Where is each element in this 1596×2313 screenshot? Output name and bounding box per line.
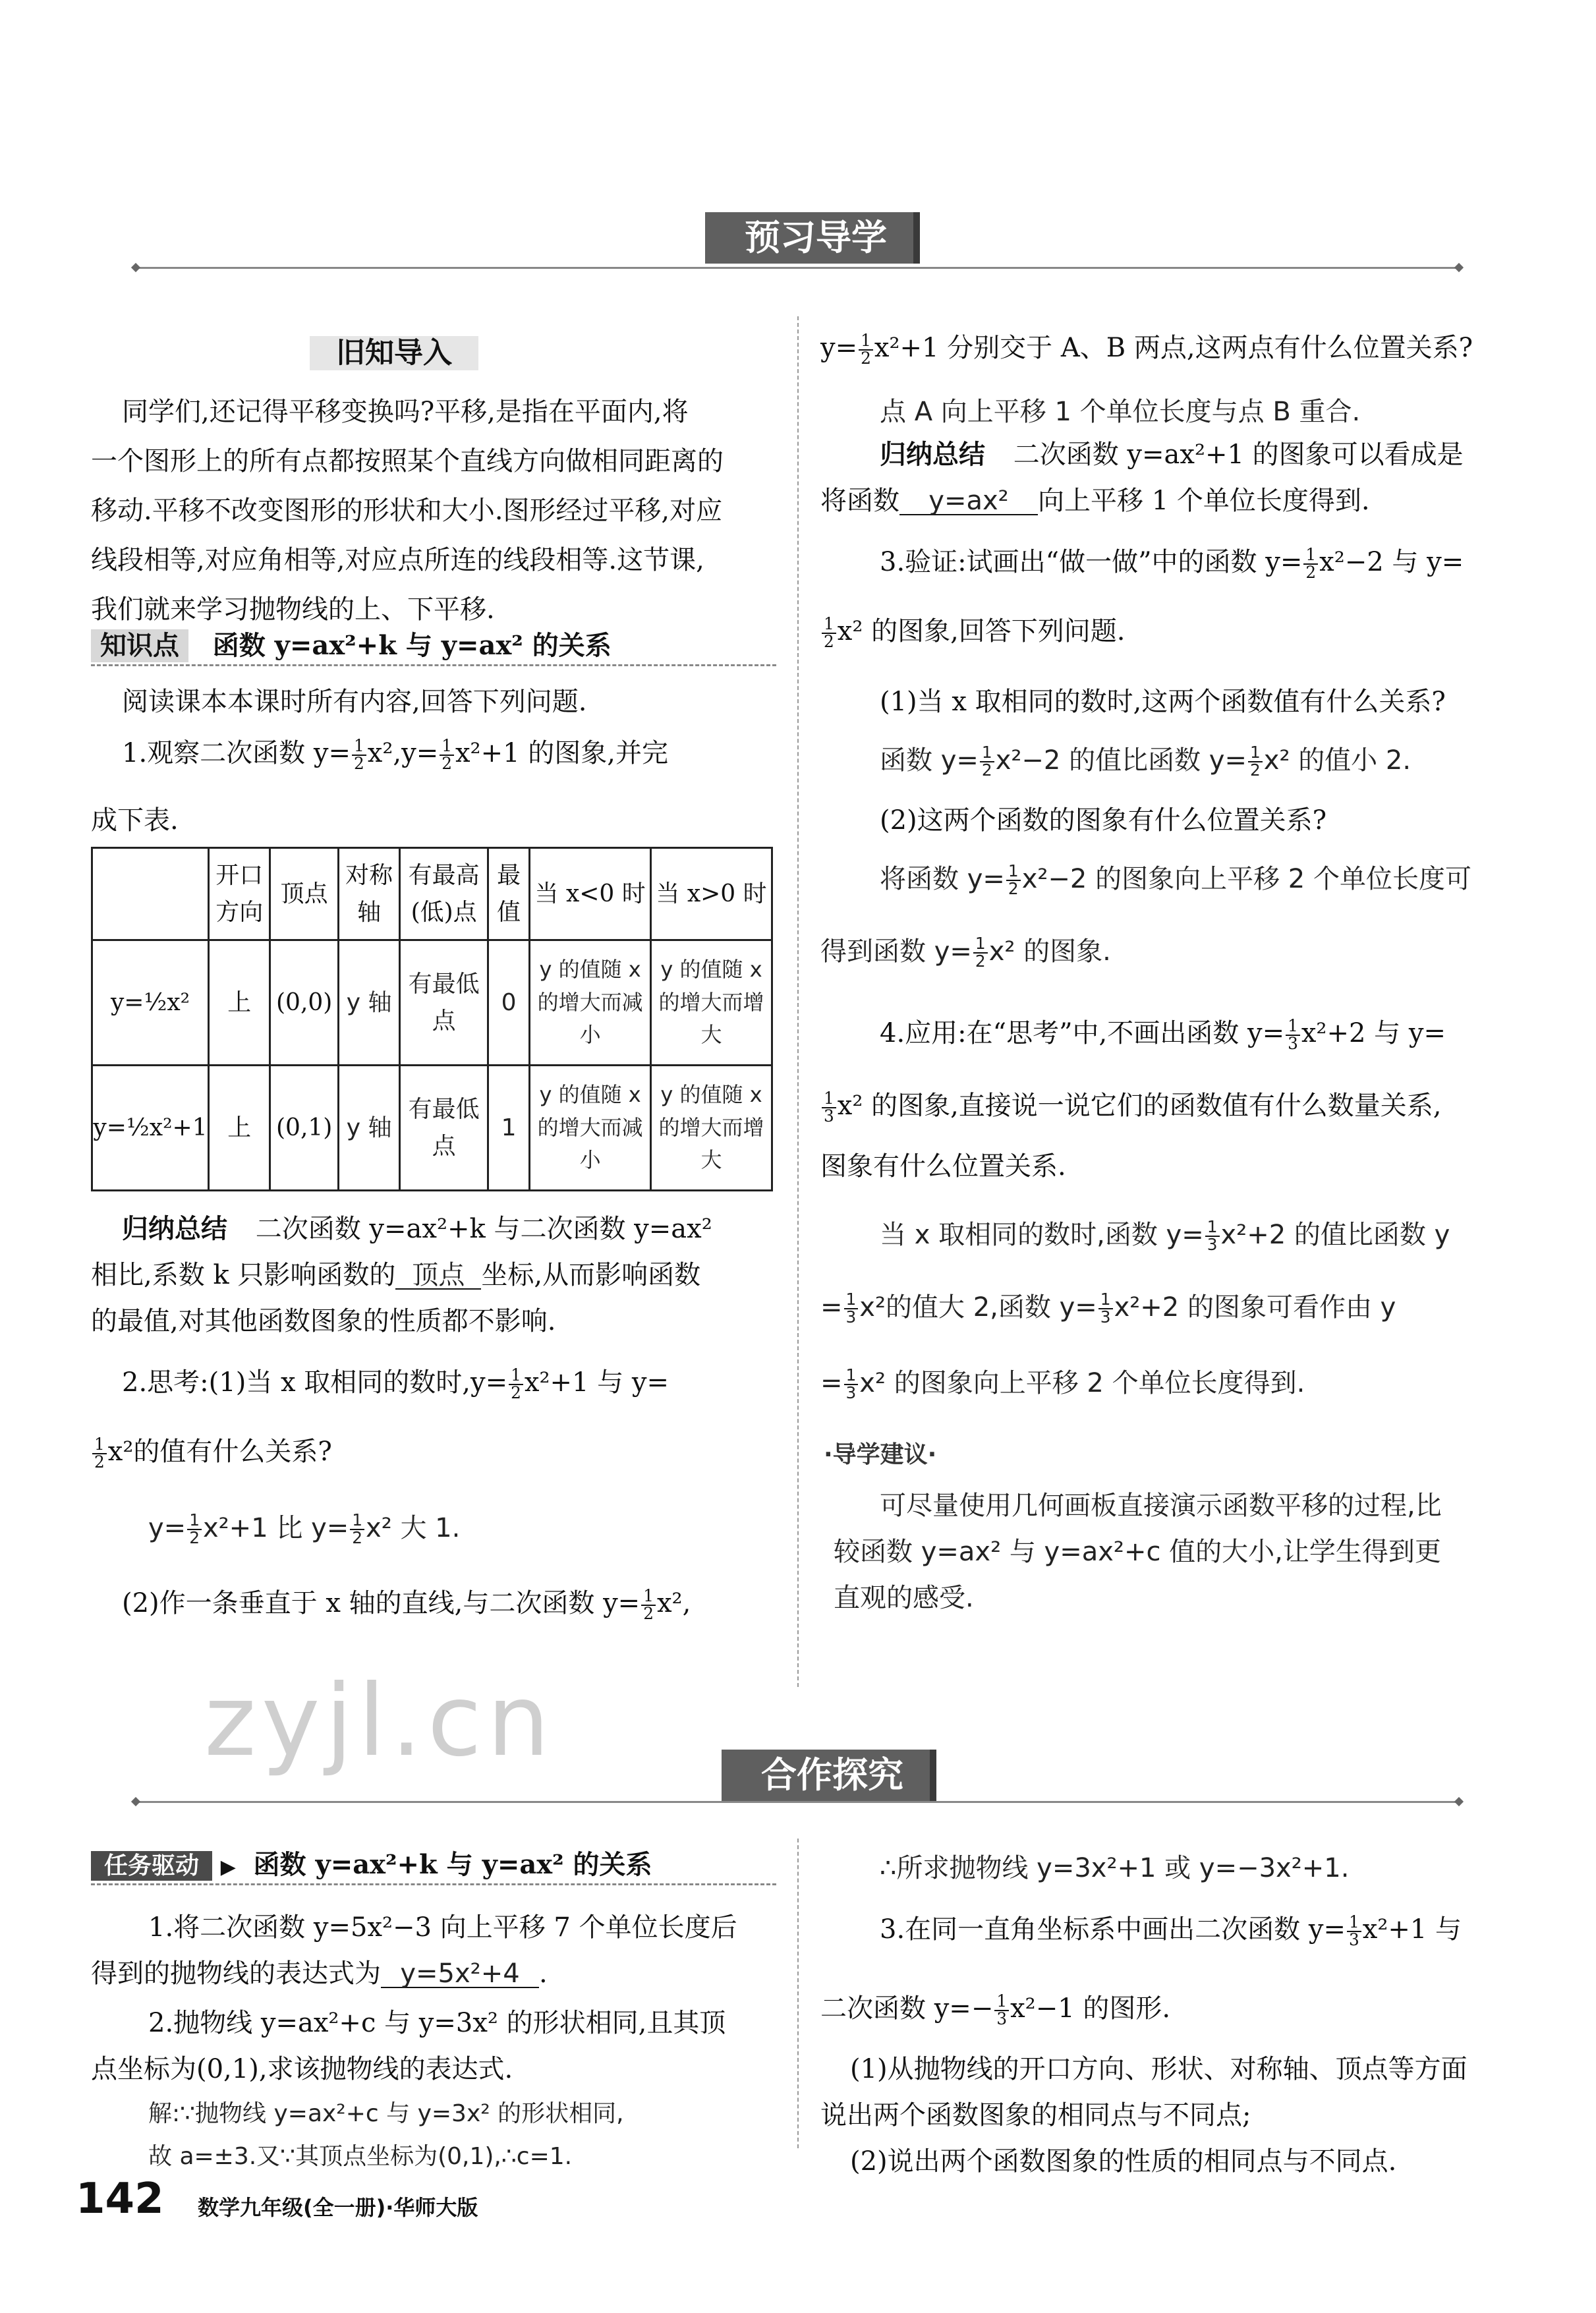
q2-text: x²+1 与 y=	[524, 1367, 670, 1398]
summary-2-label: 归纳总结	[880, 440, 985, 470]
table-header: 开口方向	[209, 848, 270, 940]
table-cell: y 的值随 x 的增大而增大	[651, 1066, 772, 1191]
q1-text-b: x²,y=	[367, 737, 439, 768]
task-label: 任务驱动	[91, 1851, 212, 1881]
task-2-solution-1: 解:∵抛物线 y=ax²+c 与 y=3x² 的形状相同,	[148, 2100, 624, 2127]
fraction-third: $\frac{1}{3}$	[844, 1292, 859, 1326]
summary-1-text: 相比,系数 k 只影响函数的	[91, 1260, 396, 1290]
section-title-preview: 预习导学	[705, 212, 920, 264]
question-1	[122, 738, 668, 772]
task-2-line-1: 2.抛物线 y=ax²+c 与 y=3x² 的形状相同,且其顶	[148, 2008, 726, 2038]
question-3-sub-1: (1)当 x 取相同的数时,这两个函数值有什么关系?	[880, 687, 1446, 717]
table-cell: 上	[209, 940, 270, 1066]
table-cell: (0,1)	[270, 1066, 338, 1191]
fraction-half: $\frac{1}{2}$	[1006, 863, 1021, 898]
q3-text: 3.验证:试画出“做一做”中的函数 y=	[880, 546, 1303, 577]
table-cell: y 的值随 x 的增大而减小	[530, 1066, 651, 1191]
question-2-line-2	[91, 1437, 332, 1471]
summary-2-line-2	[820, 488, 1370, 515]
table-cell: y 轴	[338, 1066, 399, 1191]
task-heading	[91, 1849, 776, 1885]
reading-intro: 阅读课本本课时所有内容,回答下列问题.	[122, 687, 587, 717]
fraction-half: $\frac{1}{2}$	[509, 1367, 523, 1402]
summary-2-line-1: 二次函数 y=ax²+1 的图象可以看成是	[1013, 440, 1464, 470]
table-cell: y 的值随 x 的增大而增大	[651, 940, 772, 1066]
task-1-text: 得到的抛物线的表达式为	[91, 1958, 381, 1989]
table-cell: 有最低点	[400, 940, 488, 1066]
watermark-logo: zyjl.cn	[204, 1664, 556, 1779]
question-3-sub-1-answer	[880, 745, 1411, 779]
table-cell: (0,0)	[270, 940, 338, 1066]
answer-blank: 顶点	[395, 1262, 481, 1290]
old-knowledge-line-1: 同学们,还记得平移变换吗?平移,是指在平面内,将	[122, 397, 689, 427]
guide-tip-line-1: 可尽量使用几何画板直接演示函数平移的过程,比	[880, 1491, 1442, 1521]
task-3-text: 3.在同一直角坐标系中画出二次函数 y=	[880, 1914, 1346, 1945]
q3-text: x² 的图象,回答下列问题.	[837, 615, 1126, 646]
r-text: y=	[820, 332, 858, 363]
task-3-sub-1b: 说出两个函数图象的相同点与不同点;	[820, 2100, 1251, 2130]
table-header: 最值	[488, 848, 529, 940]
fraction-half: $\frac{1}{2}$	[350, 1512, 364, 1547]
q3-answer-text: 得到函数 y=	[820, 936, 972, 967]
task-3-text: x²−1 的图形.	[1010, 1993, 1171, 2024]
table-cell: 1	[488, 1066, 529, 1191]
q4-text: 4.应用:在“思考”中,不画出函数 y=	[880, 1017, 1285, 1048]
table-header: 对称轴	[338, 848, 399, 940]
table-cell: y 轴	[338, 940, 399, 1066]
question-4	[880, 1018, 1446, 1052]
question-4-answer-2	[820, 1292, 1396, 1326]
table-header: 顶点	[270, 848, 338, 940]
q4-answer-text: x²的值大 2,函数 y=	[859, 1292, 1097, 1323]
table-row	[92, 1066, 772, 1191]
question-3-sub-2: (2)这两个函数的图象有什么位置关系?	[880, 805, 1327, 836]
section-title-cooperate: 合作探究	[722, 1750, 936, 1801]
table-cell: 0	[488, 940, 529, 1066]
fraction-third: $\frac{1}{3}$	[1098, 1292, 1113, 1326]
fraction-half: $\frac{1}{2}$	[980, 745, 994, 779]
section-rule-top	[135, 267, 1460, 269]
question-3-sub-2-answer	[880, 863, 1471, 898]
fraction-half: $\frac{1}{2}$	[440, 738, 454, 772]
q4-answer-text: x²+2 的值比函数 y	[1220, 1219, 1450, 1250]
q4-answer-text: =	[820, 1367, 843, 1398]
summary-2	[880, 442, 1464, 468]
q4-text: x²+2 与 y=	[1301, 1017, 1446, 1048]
task-title: 函数 y=ax²+k 与 y=ax² 的关系	[253, 1849, 652, 1880]
fraction-half: $\frac{1}{2}$	[1303, 547, 1318, 581]
task-2-conclusion: ∴所求抛物线 y=3x²+1 或 y=−3x²+1.	[880, 1853, 1350, 1883]
table-cell-func: y=½x²	[92, 940, 209, 1066]
answer-blank: y=ax²	[899, 488, 1038, 515]
old-knowledge-line-2: 一个图形上的所有点都按照某个直线方向做相同距离的	[91, 446, 724, 476]
guide-tip-line-2: 较函数 y=ax² 与 y=ax²+c 值的大小,让学生得到更	[834, 1537, 1441, 1567]
table-cell: y 的值随 x 的增大而减小	[530, 940, 651, 1066]
page-number: 142	[76, 2175, 164, 2223]
q3-text: x²−2 与 y=	[1319, 546, 1464, 577]
section-rule-bottom	[135, 1801, 1460, 1803]
column-divider	[797, 316, 799, 1687]
table-row	[92, 940, 772, 1066]
fraction-third: $\frac{1}{3}$	[1286, 1018, 1300, 1052]
q3-answer-text: x²−2 的图象向上平移 2 个单位长度可	[1021, 863, 1471, 894]
knowledge-point-title: 函数 y=ax²+k 与 y=ax² 的关系	[212, 630, 612, 661]
old-knowledge-line-4: 线段相等,对应角相等,对应点所连的线段相等.这节课,	[91, 545, 704, 575]
question-3-line-2	[820, 616, 1126, 650]
summary-1	[122, 1216, 712, 1242]
fraction-third: $\frac{1}{3}$	[994, 1993, 1009, 2028]
question-4-line-3: 图象有什么位置关系.	[820, 1151, 1066, 1182]
task-1-line-1: 1.将二次函数 y=5x²−3 向上平移 7 个单位长度后	[148, 1912, 737, 1943]
q4-text: x² 的图象,直接说一说它们的函数值有什么数量关系,	[837, 1090, 1442, 1121]
q4-answer-text: x² 的图象向上平移 2 个单位长度得到.	[859, 1367, 1305, 1398]
summary-1-line-2	[91, 1262, 700, 1290]
task-3-text: x²+1 与	[1362, 1914, 1462, 1945]
fraction-third: $\frac{1}{3}$	[844, 1367, 859, 1402]
question-2-answer	[148, 1512, 460, 1547]
q3-answer-text: x² 的图象.	[988, 936, 1111, 967]
question-2-sub-2	[122, 1588, 691, 1622]
table-header: 有最高(低)点	[400, 848, 488, 940]
fraction-third: $\frac{1}{3}$	[1205, 1219, 1220, 1253]
r-text: x²+1 分别交于 A、B 两点,这两点有什么位置关系?	[874, 332, 1473, 363]
q3-answer-text: 将函数 y=	[880, 863, 1005, 894]
summary-1-line-3: 的最值,对其他函数图象的性质都不影响.	[91, 1306, 556, 1336]
q2-text: (2)作一条垂直于 x 轴的直线,与二次函数 y=	[122, 1587, 641, 1618]
table-corner	[92, 848, 209, 940]
fraction-half: $\frac{1}{2}$	[187, 1512, 202, 1547]
question-4-answer-3	[820, 1367, 1305, 1402]
summary-2-text: 向上平移 1 个单位长度得到.	[1038, 486, 1370, 516]
task-2-line-2: 点坐标为(0,1),求该抛物线的表达式.	[91, 2054, 513, 2084]
fraction-half: $\frac{1}{2}$	[859, 333, 873, 367]
q1-text-c: x²+1 的图象,并完	[455, 737, 668, 768]
old-knowledge-line-3: 移动.平移不改变图形的形状和大小.图形经过平移,对应	[91, 496, 723, 526]
old-knowledge-heading	[310, 336, 478, 370]
task-1-text: .	[539, 1958, 548, 1989]
knowledge-point-heading	[91, 630, 776, 666]
knowledge-point-label: 知识点	[91, 629, 188, 662]
fraction-third: $\frac{1}{3}$	[822, 1091, 836, 1125]
question-1-line-2: 成下表.	[91, 805, 179, 836]
task-2-solution-2: 故 a=±3.又∵其顶点坐标为(0,1),∴c=1.	[148, 2143, 573, 2170]
q2-answer-text: y=	[148, 1512, 186, 1543]
q4-answer-text: x²+2 的图象可看作由 y	[1114, 1292, 1396, 1323]
old-knowledge-title: 旧知导入	[336, 336, 452, 370]
table-header: 当 x>0 时	[651, 848, 772, 940]
summary-1-text: 坐标,从而影响函数	[481, 1260, 701, 1290]
task-3-text: 二次函数 y=−	[820, 1993, 994, 2024]
question-4-answer-1	[880, 1219, 1450, 1253]
q2-text: 2.思考:(1)当 x 取相同的数时,y=	[122, 1367, 508, 1398]
book-title: 数学九年级(全一册)·华师大版	[198, 2195, 478, 2220]
task-3-line-2	[820, 1993, 1170, 2028]
q3-answer-text: x² 的值小 2.	[1263, 745, 1411, 776]
table-header-row	[92, 848, 772, 940]
q2-text: x²,	[656, 1587, 691, 1618]
q4-answer-text: 当 x 取相同的数时,函数 y=	[880, 1219, 1204, 1250]
table-cell-func: y=½x²+1	[92, 1066, 209, 1191]
property-table	[91, 847, 773, 1191]
table-header: 当 x<0 时	[530, 848, 651, 940]
question-4-line-2	[820, 1091, 1442, 1125]
summary-2-text: 将函数	[820, 486, 899, 516]
guide-tip-title: ·导学建议·	[824, 1441, 937, 1468]
column-divider-bottom	[797, 1839, 799, 2148]
task-1-line-2	[91, 1960, 548, 1988]
fraction-half: $\frac{1}{2}$	[352, 738, 366, 772]
r-line-1	[820, 333, 1473, 367]
old-knowledge-line-5: 我们就来学习抛物线的上、下平移.	[91, 594, 495, 625]
task-3-line-1	[880, 1914, 1462, 1949]
table-cell: 上	[209, 1066, 270, 1191]
fraction-third: $\frac{1}{3}$	[1347, 1914, 1361, 1949]
question-2	[122, 1367, 669, 1402]
q1-text-a: 1.观察二次函数 y=	[122, 737, 351, 768]
q3-answer-text: 函数 y=	[880, 745, 979, 776]
fraction-half: $\frac{1}{2}$	[1248, 745, 1263, 779]
task-3-sub-2: (2)说出两个函数图象的性质的相同点与不同点.	[850, 2146, 1397, 2177]
q4-answer-text: =	[820, 1292, 843, 1323]
r-answer-1: 点 A 向上平移 1 个单位长度与点 B 重合.	[880, 397, 1361, 427]
task-3-sub-1a: (1)从抛物线的开口方向、形状、对称轴、顶点等方面	[850, 2054, 1468, 2084]
fraction-half: $\frac{1}{2}$	[92, 1437, 107, 1471]
question-3-sub-2-answer-2	[820, 936, 1111, 970]
fraction-half: $\frac{1}{2}$	[641, 1588, 656, 1622]
table-cell: 有最低点	[400, 1066, 488, 1191]
fraction-half: $\frac{1}{2}$	[973, 936, 988, 970]
question-3	[880, 547, 1464, 581]
answer-blank: y=5x²+4	[381, 1960, 539, 1988]
guide-tip-line-3: 直观的感受.	[834, 1583, 974, 1613]
q2-answer-text: x² 大 1.	[366, 1512, 461, 1543]
q2-text: x²的值有什么关系?	[107, 1436, 332, 1467]
q3-answer-text: x²−2 的值比函数 y=	[995, 745, 1247, 776]
arrow-icon: ▶	[220, 1856, 236, 1879]
summary-1-label: 归纳总结	[122, 1214, 227, 1244]
fraction-half: $\frac{1}{2}$	[822, 616, 836, 650]
summary-1-line-1: 二次函数 y=ax²+k 与二次函数 y=ax²	[255, 1214, 712, 1244]
q2-answer-text: x²+1 比 y=	[202, 1512, 349, 1543]
